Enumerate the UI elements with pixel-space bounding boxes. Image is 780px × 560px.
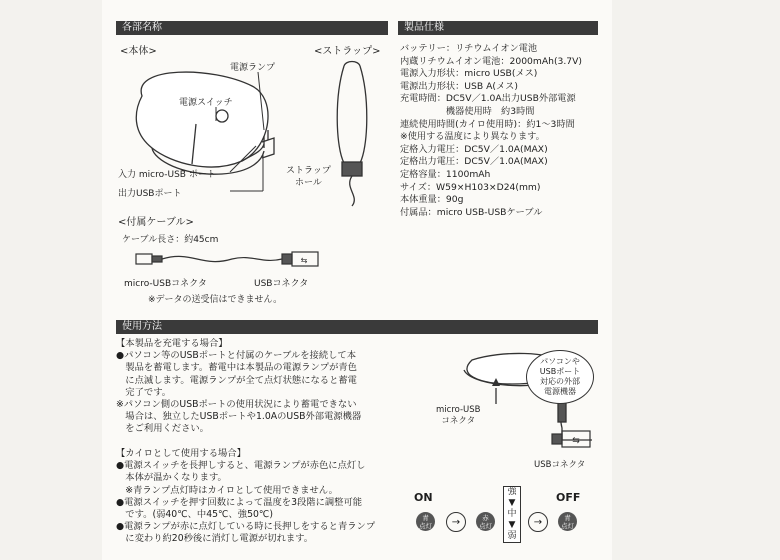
cable-length: ケーブル長さ：約45cm — [122, 235, 219, 245]
level-weak: 弱 — [507, 531, 517, 541]
warmer-line: です。(弱40℃、中45℃、強50℃) — [116, 509, 273, 521]
red-lamp-line: 赤 — [482, 513, 489, 522]
spec-line: ※使用する温度により異なります。 — [400, 131, 545, 143]
spec-line: 付属品：micro USB-USBケーブル — [400, 206, 543, 218]
charge-line: ※パソコン側のUSBポートの使用状況により蓄電できない — [116, 399, 357, 411]
section-header-spec — [398, 21, 598, 35]
cable-label: <付属ケーブル> — [118, 217, 194, 228]
charge-instructions — [116, 338, 361, 436]
body-label: <本体> — [120, 46, 157, 57]
svg-text:⇆: ⇆ — [572, 436, 580, 446]
pc-bubble-line: 電源機器 — [544, 387, 576, 396]
charge-line: 場合は、独立したUSBポートや1.0AのUSB外部電源機器 — [116, 411, 362, 423]
no-data-note: ※データの送受信はできません。 — [148, 295, 283, 305]
level-arrow-icon: ▼ — [508, 498, 516, 508]
port-leaders — [188, 140, 268, 196]
warmer-line: ●電源ランプが赤に点灯している時に長押しをすると青ランプ — [116, 521, 376, 533]
manual-page — [102, 0, 612, 560]
spec-line: 定格出力電圧：DC5V／1.0A(MAX) — [400, 156, 548, 168]
diagram-micro-label — [436, 405, 481, 427]
micro-connector-label: micro-USBコネクタ — [124, 279, 207, 289]
spec-line: 電源入力形状：micro USB(メス) — [400, 68, 538, 80]
switch-leader — [206, 107, 226, 127]
usb-connector-label: USBコネクタ — [254, 279, 309, 289]
warmer-line: に変わり約20秒後に消灯し電源が切れます。 — [116, 533, 314, 545]
charge-title: 【本製品を充電する場合】 — [116, 338, 228, 349]
blue-lamp-end — [558, 512, 577, 531]
blue-lamp-start-line: 青 — [422, 513, 429, 522]
spec-line: バッテリー：リチウムイオン電池 — [400, 43, 538, 54]
blue-lamp-start-line: 点灯 — [419, 521, 432, 530]
flow-arrow-icon: → — [528, 512, 548, 532]
charge-line: をご利用ください。 — [116, 423, 209, 435]
spec-line: 内蔵リチウムイオン電池：2000mAh(3.7V) — [400, 55, 583, 67]
spec-line: 機器使用時 約3時間 — [400, 105, 535, 117]
flow-arrow-icon: → — [446, 512, 466, 532]
on-label: ON — [414, 491, 433, 504]
level-mid: 中 — [507, 509, 517, 519]
spec-line: 電源出力形状：USB A(メス) — [400, 80, 518, 92]
pc-bubble-line: パソコンや — [540, 357, 580, 366]
strap-illustration — [332, 58, 372, 208]
red-lamp — [476, 512, 495, 531]
warmer-line: ※青ランプ点灯時はカイロとして使用できません。 — [116, 484, 338, 496]
warmer-line: ●電源スイッチを押す回数によって温度を3段階に調整可能 — [116, 496, 363, 508]
blue-lamp-end-line: 点灯 — [561, 521, 574, 530]
level-arrow-icon: ▼ — [508, 520, 516, 530]
spec-line: 充電時間：DC5V／1.0A出力USB外部電源 — [400, 93, 576, 105]
warmer-instructions — [116, 448, 375, 546]
warmer-title: 【カイロとして使用する場合】 — [116, 448, 246, 459]
level-strong: 強 — [507, 487, 517, 497]
strap-hole-line-1: ストラップ — [286, 166, 331, 176]
strap-hole-label — [286, 165, 331, 189]
charge-line: 完了です。 — [116, 386, 172, 398]
diagram-micro-line: micro-USB — [436, 405, 481, 415]
cable-illustration — [132, 246, 332, 276]
charge-line: 製品を蓄電します。蓄電中は本製品の電源ランプが青色 — [116, 362, 357, 374]
warmer-line: ●電源スイッチを長押しすると、電源ランプが赤色に点灯し — [116, 460, 366, 472]
level-indicator — [503, 486, 521, 543]
lamp-label: 電源ランプ — [230, 63, 276, 73]
blue-lamp-start — [416, 512, 435, 531]
input-port-label: 入力 micro-USB ポート — [118, 170, 216, 180]
off-label: OFF — [556, 491, 581, 504]
spec-line: 連続使用時間(カイロ使用時)：約1～3時間 — [400, 118, 575, 130]
strap-hole-line-2: ホール — [295, 178, 322, 188]
diagram-micro-line: コネクタ — [441, 416, 476, 426]
warmer-line: 本体が温かくなります。 — [116, 472, 227, 484]
spec-list — [400, 43, 582, 219]
svg-text:⇆: ⇆ — [300, 256, 308, 265]
pc-bubble — [526, 350, 594, 404]
section-header-parts — [116, 21, 388, 35]
pc-bubble-line: USBポート — [539, 367, 581, 376]
spec-line: 定格入力電圧：DC5V／1.0A(MAX) — [400, 143, 548, 155]
strap-label: <ストラップ> — [314, 46, 381, 57]
output-port-label: 出力USBポート — [118, 189, 182, 199]
lamp-leader — [252, 72, 272, 132]
section-header-usage-text: 使用方法 — [122, 321, 162, 332]
spec-line: サイズ：W59×H103×D24(mm) — [400, 181, 541, 193]
diagram-usb-label: USBコネクタ — [534, 460, 586, 470]
pc-bubble-line: 対応の外部 — [540, 377, 580, 386]
blue-lamp-end-line: 青 — [564, 513, 571, 522]
section-header-parts-text: 各部名称 — [122, 22, 162, 33]
section-header-usage — [116, 320, 598, 334]
red-lamp-line: 点灯 — [479, 521, 492, 530]
spec-line: 定格容量：1100mAh — [400, 168, 491, 180]
spec-line: 本体重量：90g — [400, 194, 464, 206]
charge-line: ●パソコン等のUSBポートと付属のケーブルを接続して本 — [116, 350, 357, 362]
charge-line: に点滅します。電源ランプが全て点灯状態になると蓄電 — [116, 374, 357, 386]
diagram-usb-plug — [550, 428, 594, 450]
switch-label: 電源スイッチ — [179, 98, 233, 108]
section-header-spec-text: 製品仕様 — [404, 22, 444, 33]
